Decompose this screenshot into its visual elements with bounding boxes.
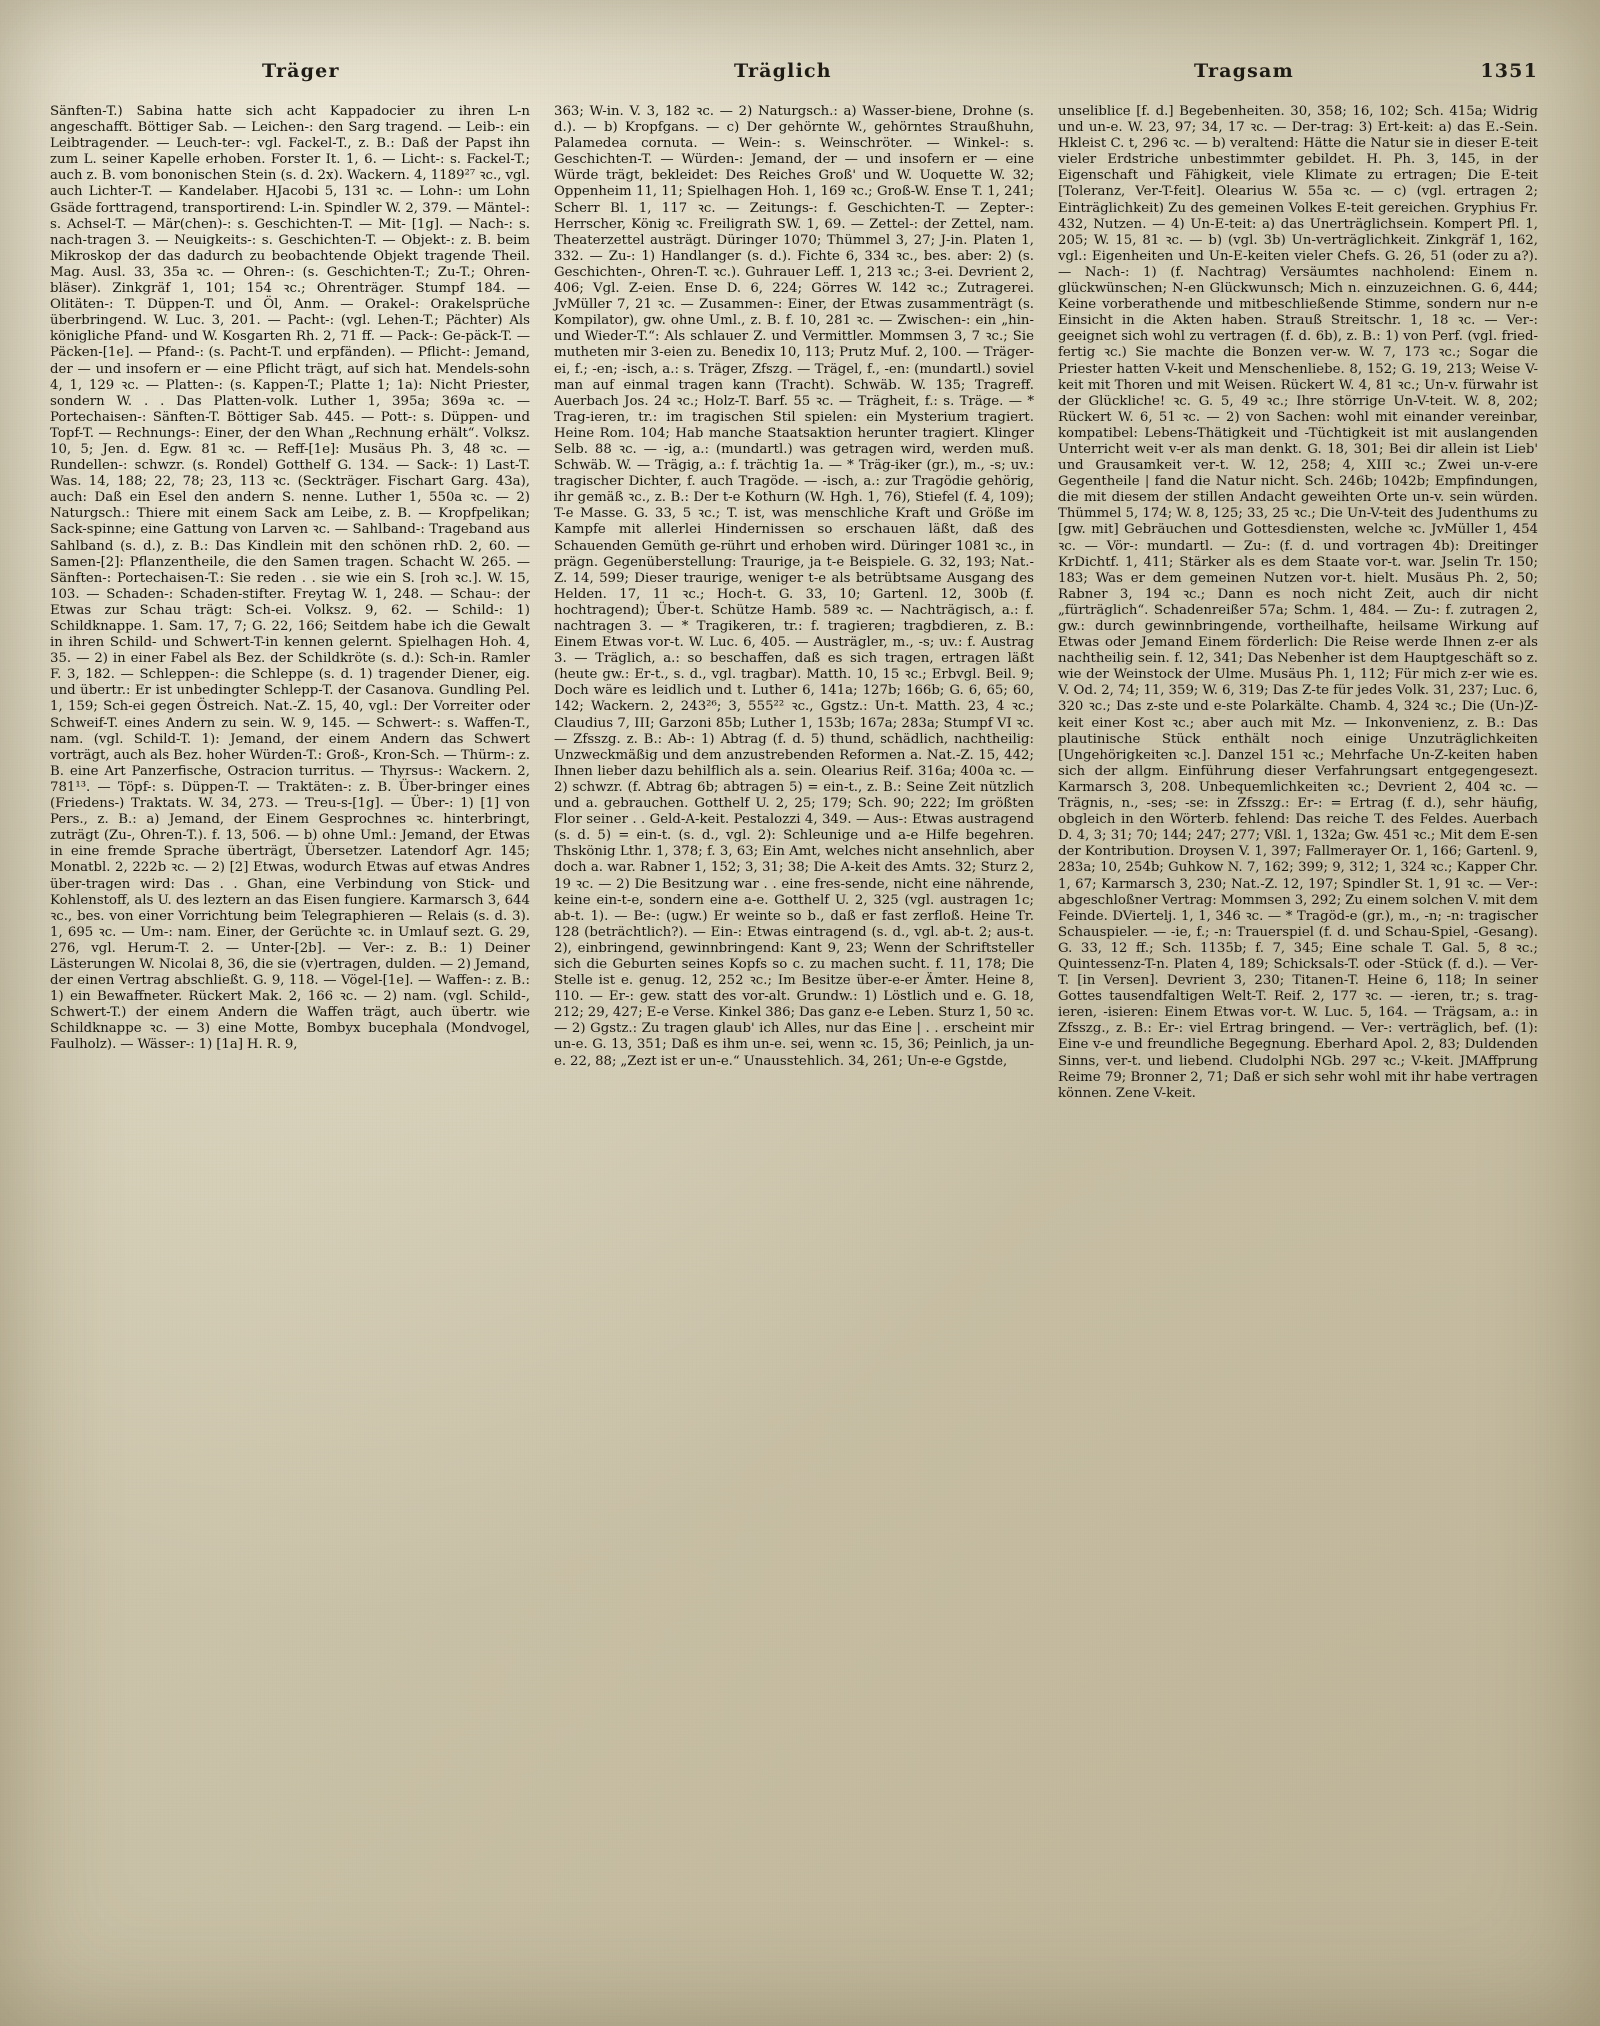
running-head-right: Tragsam (1194, 60, 1294, 82)
page-content (38, 60, 1562, 1102)
running-head-left: Träger (262, 60, 340, 82)
column-2 (542, 104, 1046, 1102)
column-1 (38, 104, 542, 1102)
page-number: 1351 (1480, 60, 1538, 82)
column-1-text: Sänften-T.) Sabina hatte sich acht Kappadocier zu ihren L-n angeschafft. Böttiger Sab. — Leichen-: den Sarg tragend. — Leib-: ein Leibtragender. — Leuch-ter-: vgl. Fackel-T., z. B.: Daß der Papst ihn zum L. seiner Kapelle erhoben. Forster It. 1, 6. — Licht-: s. Fackel-T.; auch z. B. vom bononischen Stein (s. d. 2x). Wackern. 4, 1189²⁷ ꝛc., vgl. auch Lichter-T. — Kandelaber. HJacobi 5, 131 ꝛc. — Lohn-: um Lohn Gsäde forttragend, transportirend: L-in. Spindler W. 2, 379. — Mäntel-: s. Achsel-T. — Mär(chen)-: s. Geschichten-T. — Mit- [1g]. — Nach-: s. nach-tragen 3. — Neuigkeits-: s. Geschichten-T. — Objekt-: z. B. beim Mikroskop der das dadurch zu beobachtende Objekt tragende Theil. Mag. Ausl. 33, 35a ꝛc. — Ohren-: (s. Geschichten-T.; Zu-T.; Ohren-bläser). Zinkgräf 1, 101; 154 ꝛc.; Ohrenträger. Stumpf 184. — Olitäten-: T. Düppen-T. und Öl, Anm. — Orakel-: Orakelsprüche überbringend. W. Luc. 3, 201. — Pacht-: (vgl. Lehen-T.; Pächter) Als königliche Pfand- und W. Kosgarten Rh. 2, 71 ff. — Pack-: Ge-päck-T. — Päcken-[1e]. — Pfand-: (s. Pacht-T. und erpfänden). — Pflicht-: Jemand, der — und insofern er — eine Pflicht trägt, auf sich hat. Mendels-sohn 4, 1, 129 ꝛc. — Platten-: (s. Kappen-T.; Platte 1; 1a): Nicht Priester, sondern W. . . Das Platten-volk. Luther 1, 395a; 369a ꝛc. — Portechaisen-: Sänften-T. Böttiger Sab. 445. — Pott-: s. Düppen- und Topf-T. — Rechnungs-: Einer, der den Whan „Rechnung erhält“. Volksz. 10, 5; Jen. d. Egw. 81 ꝛc. — Reff-[1e]: Musäus Ph. 3, 48 ꝛc. — Rundellen-: schwzr. (s. Rondel) Gotthelf G. 134. — Sack-: 1) Last-T. Was. 14, 188; 22, 78; 23, 113 ꝛc. (Seckträger. Fischart Garg. 43a), auch: Daß ein Esel den andern S. nenne. Luther 1, 550a ꝛc. — 2) Naturgsch.: Thiere mit einem Sack am Leibe, z. B. — Kropfpelikan; Sack-spinne; eine Gattung von Larven ꝛc. — Sahlband-: Trageband aus Sahlband (s. d.), z. B.: Das Kindlein mit den schönen rhD. 2, 60. — Samen-[2]: Pflanzentheile, die den Samen tragen. Schacht W. 265. — Sänften-: Portechaisen-T.: Sie reden . . sie wie ein S. [roh ꝛc.]. W. 15, 103. — Schaden-: Schaden-stifter. Freytag W. 1, 248. — Schau-: der Etwas zur Schau trägt: Sch-ei. Volksz. 9, 62. — Schild-: 1) Schildknappe. 1. Sam. 17, 7; G. 22, 166; Seitdem habe ich die Gewalt in ihren Schild- und Schwert-T-in kennen gelernt. Spielhagen Hoh. 4, 35. — 2) in einer Fabel als Bez. der Schildkröte (s. d.): Sch-in. Ramler F. 3, 182. — Schleppen-: die Schleppe (s. d. 1) tragender Diener, eig. und übertr.: Er ist unbedingter Schlepp-T. der Casanova. Gundling Pel. 1, 159; Sch-ei gegen Östreich. Nat.-Z. 15, 40, vgl.: Der Vorreiter oder Schweif-T. eines Andern zu sein. W. 9, 145. — Schwert-: s. Waffen-T., nam. (vgl. Schild-T. 1): Jemand, der einem Andern das Schwert vorträgt, auch als Bez. hoher Würden-T.: Groß-, Kron-Sch. — Thürm-: z. B. eine Art Panzerfische, Ostracion turritus. — Thyrsus-: Wackern. 2, 781¹³. — Töpf-: s. Düppen-T. — Traktäten-: z. B. Über-bringer eines (Friedens-) Traktats. W. 34, 273. — Treu-s-[1g]. — Über-: 1) [1] von Pers., z. B.: a) Jemand, der Einem Gesprochnes ꝛc. hinterbringt, zuträgt (Zu-, Ohren-T.). f. 13, 506. — b) ohne Uml.: Jemand, der Etwas in eine fremde Sprache überträgt, Übersetzer. Latendorf Agr. 145; Monatbl. 2, 222b ꝛc. — 2) [2] Etwas, wodurch Etwas auf etwas Andres über-tragen wird: Das . . Ghan, eine Verbindung von Stick- und Kohlenstoff, als U. des leztern an das Eisen fungiere. Karmarsch 3, 644 ꝛc., bes. von einer Vorrichtung beim Telegraphieren — Relais (s. d. 3). 1, 695 ꝛc. — Um-: nam. Einer, der Gerüchte ꝛc. in Umlauf sezt. G. 29, 276, vgl. Herum-T. 2. — Unter-[2b]. — Ver-: z. B.: 1) Deiner Lästerungen W. Nicolai 8, 36, die sie (v)ertragen, dulden. — 2) Jemand, der einen Vertrag abschließt. G. 9, 118. — Vögel-[1e]. — Waffen-: z. B.: 1) ein Bewaffneter. Rückert Mak. 2, 166 ꝛc. — 2) nam. (vgl. Schild-, Schwert-T.) der einem Andern die Waffen trägt, auch übertr. wie Schildknappe ꝛc. — 3) eine Motte, Bombyx bucephala (Mondvogel, Faulholz). — Wässer-: 1) [1a] H. R. 9, (50, 104, 530, 1053)
column-3 (1046, 104, 1550, 1102)
running-head-middle: Träglich (734, 60, 832, 82)
running-head (44, 60, 1556, 94)
column-3-text: unseliblice [f. d.] Begebenheiten. 30, 358; 16, 102; Sch. 415a; Widrig und un-e. W. 23, 97; 34, 17 ꝛc. — Der-trag: 3) Ert-keit: a) das E.-Sein. Hkleist C. t, 296 ꝛc. — b) veraltend: Hätte die Natur sie in dieser E-teit vieler Erdstriche unbestimmter gebildet. H. Ph. 3, 145, in der Eigenschaft und Fähigkeit, viele Klimate zu ertragen; Die E-teit [Toleranz, Ver-T-feit]. Olearius W. 55a ꝛc. — c) (vgl. ertragen 2; Einträglichkeit) Zu des gemeinen Volkes E-teit gereichen. Gryphius Fr. 432, Nutzen. — 4) Un-E-teit: a) das Unerträglichsein. Kompert Pfl. 1, 205; W. 15, 81 ꝛc. — b) (vgl. 3b) Un-verträglichkeit. Zinkgräf 1, 162, vgl.: Eigenheiten und Un-E-keiten vieler Chefs. G. 26, 51 (oder zu a?). — Nach-: 1) (f. Nachtrag) Versäumtes nachholend: Einem n. glückwünschen; N-en Glückwunsch; Mich n. einzuzeichnen. G. 6, 444; Keine vorberathende und mitbeschließende Stimme, sondern nur n-e Einsicht in die Akten haben. Strauß Streitschr. 1, 18 ꝛc. — Ver-: geeignet sich wohl zu vertragen (f. d. 6b), z. B.: 1) von Perf. (vgl. fried-fertig ꝛc.) Sie machte die Bonzen ver-w. W. 7, 173 ꝛc.; Sogar die Priester hatten V-keit und Menschenliebe. 8, 152; G. 19, 213; Weise V-keit mit Thoren und mit Weisen. Rückert W. 4, 81 ꝛc.; Un-v. fürwahr ist der Glückliche! ꝛc. G. 5, 49 ꝛc.; Ihre störrige Un-V-teit. W. 8, 202; Rückert W. 6, 51 ꝛc. — 2) von Sachen: wohl mit einander vereinbar, kompatibel: Lebens-Thätigkeit und -Tüchtigkeit ist mit auslangenden Unterricht weit v-er als man denkt. G. 18, 301; Bei dir allein ist Lieb' und Grausamkeit ver-t. W. 12, 258; 4, XIII ꝛc.; Zwei un-v-ere Gegentheile | fand die Natur nicht. Sch. 246b; 1042b; Empfindungen, die mit diesem der stillen Andacht geweihten Orte un-v. sein würden. Thümmel 5, 174; W. 8, 125; 33, 25 ꝛc.; Die Un-V-teit des Judenthums zu [gw. mit] Gebräuchen und Gottesdiensten, welche ꝛc. JvMüller 1, 454 ꝛc. — Vör-: mundartl. — Zu-: (f. d. und vortragen 4b): Dreitinger KrDichtf. 1, 411; Stärker als es dem Staate vor-t. war. Jselin Tr. 150; 183; Was er dem gemeinen Nutzen vor-t. hielt. Musäus Ph. 2, 50; Rabner 3, 194 ꝛc.; Dann es noch nicht Zeit, auch dir nicht „fürträglich“. Schadenreißer 57a; Schm. 1, 484. — Zu-: f. zutragen 2, gw.: durch gewinnbringende, vortheilhafte, heilsame Wirkung auf Etwas oder Jemand Einem förderlich: Die Reise werde Ihnen z-er als nachtheilig sein. f. 12, 341; Das Nebenher ist dem Hauptgeschäft so z. wie der Weinstock der Ulme. Musäus Ph. 1, 112; Für mich z-er wie es. V. Od. 2, 74; 11, 359; W. 6, 319; Das Z-te für jedes Volk. 31, 237; Luc. 6, 320 ꝛc.; Das z-ste und e-ste Polarkälte. Chamb. 4, 324 ꝛc.; Die (Un-)Z-keit einer Kost ꝛc.; aber auch mit Mz. — Inkonvenienz, z. B.: Das plautinische Stück enthält noch einige Unzuträglichkeiten [Ungehörigkeiten ꝛc.]. Danzel 151 ꝛc.; Mehrfache Un-Z-keiten haben sich der allgm. Einführung dieser Verfahrungsart entgegengesezt. Karmarsch 3, 208. Unbequemlichkeiten ꝛc.; Devrient 2, 404 ꝛc. — Trägnis, n., -ses; -se: in Zfsszg.: Er-: = Ertrag (f. d.), sehr häufig, obgleich in den Wörterb. fehlend: Das reiche T. des Feldes. Auerbach D. 4, 3; 31; 70; 144; 247; 277; Vßl. 1, 132a; Gw. 451 ꝛc.; Mit dem E-sen der Kontribution. Droysen V. 1, 397; Fallmerayer Or. 1, 166; Gartenl. 9, 283a; 10, 254b; Guhkow N. 7, 162; 399; 9, 312; 1, 324 ꝛc.; Kapper Chr. 1, 67; Karmarsch 3, 230; Nat.-Z. 12, 197; Spindler St. 1, 91 ꝛc. — Ver-: abgeschloßner Vertrag: Mommsen 3, 292; Zu einem solchen V. mit dem Feinde. DViertelj. 1, 1, 346 ꝛc. — * Tragöd-e (gr.), m., -n; -n: tragischer Schauspieler. — -ie, f.; -n: Trauerspiel (f. d. und Schau-Spiel, -Gesang). G. 33, 12 ff.; Sch. 1135b; f. 7, 345; Eine schale T. Gal. 5, 8 ꝛc.; Quintessenz-T-n. Platen 4, 189; Schicksals-T. oder -Stück (f. d.). — Ver-T. [in Versen]. Devrient 3, 230; Titanen-T. Heine 6, 118; In seiner Gottes tausendfaltigen Welt-T. Reif. 2, 177 ꝛc. — -ieren, tr.; s. trag-ieren, -isieren: Einem Etwas vor-t. W. Luc. 5, 164. — Trägsam, a.: in Zfsszg., z. B.: Er-: viel Ertrag bringend. — Ver-: verträglich, bef. (1): Eine v-e und freundliche Begegnung. Eberhard Apol. 2, 83; Duldenden Sinns, ver-t. und liebend. Cludolphi NGb. 297 ꝛc.; V-keit. JMAffprung Reime 79; Bronner 2, 71; Daß er sich sehr wohl mit ihr habe vertragen können. Zene V-keit. (1058, 104, 1538, 1101)
text-columns (38, 104, 1562, 1102)
column-2-text: 363; W-in. V. 3, 182 ꝛc. — 2) Naturgsch.: a) Wasser-biene, Drohne (s. d.). — b) Kropfgans. — c) Der gehörnte W., gehörntes Straußhuhn, Palamedea cornuta. — Wein-: s. Weinschröter. — Winkel-: s. Geschichten-T. — Würden-: Jemand, der — und insofern er — eine Würde trägt, bekleidet: Des Reiches Groß' und W. Uoquette W. 32; Oppenheim 11, 11; Spielhagen Hoh. 1, 169 ꝛc.; Groß-W. Ense T. 1, 241; Scherr Bl. 1, 117 ꝛc. — Zeitungs-: f. Geschichten-T. — Zepter-: Herrscher, König ꝛc. Freiligrath SW. 1, 69. — Zettel-: der Zettel, nam. Theaterzettel austrägt. Düringer 1070; Thümmel 3, 27; J-in. Platen 1, 332. — Zu-: 1) Handlanger (s. d.). Fichte 6, 334 ꝛc., bes. aber: 2) (s. Geschichten-, Ohren-T. ꝛc.). Guhrauer Leff. 1, 213 ꝛc.; 3-ei. Devrient 2, 406; Vgl. Z-eien. Ense D. 6, 224; Görres W. 142 ꝛc.; Zutragerei. JvMüller 7, 21 ꝛc. — Zusammen-: Einer, der Etwas zusammenträgt (s. Kompilator), gw. ohne Uml., z. B. f. 10, 281 ꝛc. — Zwischen-: ein „hin- und Wieder-T.“: Als schlauer Z. und Vermittler. Mommsen 3, 7 ꝛc.; Sie mutheten mir 3-eien zu. Benedix 10, 113; Prutz Muf. 2, 100. — Träger-ei, f.; -en; -isch, a.: s. Träger, Zfszg. — Trägel, f., -en: (mundartl.) soviel man auf einmal tragen kann (Tracht). Schwäb. W. 135; Tragreff. Auerbach Jos. 24 ꝛc.; Holz-T. Barf. 55 ꝛc. — Trägheit, f.: s. Träge. — * Trag-ieren, tr.: im tragischen Stil spielen: ein Mysterium tragiert. Heine Rom. 104; Hab manche Staatsaktion herunter tragiert. Klinger Selb. 88 ꝛc. — -ig, a.: (mundartl.) was getragen wird, werden muß. Schwäb. W. — Trägig, a.: f. trächtig 1a. — * Träg-iker (gr.), m., -s; uv.: tragischer Dichter, f. auch Tragöde. — -isch, a.: zur Tragödie gehörig, ihr gemäß ꝛc., z. B.: Der t-e Kothurn (W. Hgh. 1, 76), Stiefel (f. 4, 109); T-e Masse. G. 33, 5 ꝛc.; T. ist, was menschliche Kraft und Größe im Kampfe mit allerlei Hindernissen so erschauen läßt, daß des Schauenden Gemüth ge-rührt und erhoben wird. Düringer 1081 ꝛc., in prägn. Gegenüberstellung: Traurige, ja t-e Beispiele. G. 32, 193; Nat.-Z. 14, 599; Dieser traurige, weniger t-e als betrübtsame Ausgang des Helden. 17, 11 ꝛc.; Hoch-t. G. 33, 10; Gartenl. 12, 300b (f. hochtragend); Über-t. Schütze Hamb. 589 ꝛc. — Nachträgisch, a.: f. nachtragen 3. — * Tragikeren, tr.: f. tragieren; tragbdieren, z. B.: Einem Etwas vor-t. W. Luc. 6, 405. — Austrägler, m., -s; uv.: f. Austrag 3. — Träglich, a.: so beschaffen, daß es sich tragen, ertragen läßt (heute gw.: Er-t., s. d., vgl. tragbar). Matth. 10, 15 ꝛc.; Erbvgl. Beil. 9; Doch wäre es leidlich und t. Luther 6, 141a; 127b; 166b; G. 6, 65; 60, 142; Wackern. 2, 243²⁶; 3, 555²² ꝛc., Ggstz.: Un-t. Matth. 23, 4 ꝛc.; Claudius 7, III; Garzoni 85b; Luther 1, 153b; 167a; 283a; Stumpf VI ꝛc. — Zfsszg. z. B.: Ab-: 1) Abtrag (f. d. 5) thund, schädlich, nachtheilig: Unzweckmäßig und dem anzustrebenden Reformen a. Nat.-Z. 15, 442; Ihnen lieber dazu behilflich als a. sein. Olearius Reif. 316a; 400a ꝛc. — 2) schwzr. (f. Abtrag 6b; abtragen 5) = ein-t., z. B.: Seine Zeit nützlich und a. gebrauchen. Gotthelf U. 2, 25; 179; Sch. 90; 222; Im größten Flor seiner . . Geld-A-keit. Pestalozzi 4, 349. — Aus-: Etwas austragend (s. d. 5) = ein-t. (s. d., vgl. 2): Schleunige und a-e Hilfe begehren. Thskönig Lthr. 1, 378; f. 3, 63; Ein Amt, welches nicht ansehnlich, aber doch a. war. Rabner 1, 152; 3, 31; 38; Die A-keit des Amts. 32; Sturz 2, 19 ꝛc. — 2) Die Besitzung war . . eine fres-sende, nicht eine nährende, keine ein-t-e, sondern eine a-e. Gotthelf U. 2, 325 (vgl. austragen 1c; ab-t. 1). — Be-: (ugw.) Er weinte so b., daß er fast zerfloß. Heine Tr. 128 (beträchtlich?). — Ein-: Etwas eintragend (s. d., vgl. ab-t. 2; aus-t. 2), einbringend, gewinnbringend: Kant 9, 23; Wenn der Schriftsteller sich die Geburten seines Kopfs so c. zu machen sucht. f. 11, 178; Die Stelle ist e. genug. 12, 252 ꝛc.; Im Besitze über-e-er Ämter. Heine 8, 110. — Er-: gew. statt des vor-alt. Grundw.: 1) Löstlich und e. G. 18, 212; 29, 427; E-e Verse. Kinkel 386; Das ganz e-e Leben. Sturz 1, 50 ꝛc. — 2) Ggstz.: Zu tragen glaub' ich Alles, nur das Eine | . . erscheint mir un-e. G. 13, 351; Daß es ihm un-e. sei, wenn ꝛc. 15, 36; Peinlich, ja un-e. 22, 88; „Zezt ist er un-e.“ Unausstehlich. 34, 261; Un-e-e Ggstde, (554, 104, 1034, 1069)
